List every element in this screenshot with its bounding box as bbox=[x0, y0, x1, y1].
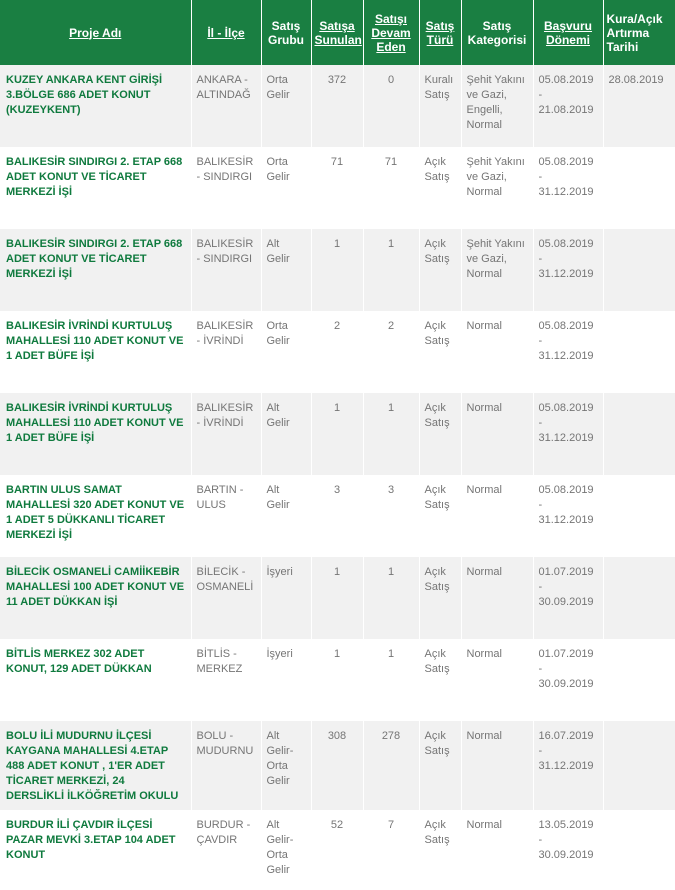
application-period-cell: 16.07.2019 - 31.12.2019 bbox=[533, 721, 603, 810]
application-period-cell: 05.08.2019 - 31.12.2019 bbox=[533, 475, 603, 557]
ongoing-cell: 278 bbox=[363, 721, 419, 810]
table-row bbox=[0, 810, 675, 890]
application-period-cell: 13.05.2019 - 30.09.2019 bbox=[533, 810, 603, 890]
sales-category-cell: Şehit Yakını ve Gazi, Engelli, Normal bbox=[461, 65, 533, 147]
project-name-link[interactable]: BİTLİS MERKEZ 302 ADET KONUT, 129 ADET DÜKKAN bbox=[0, 639, 191, 721]
sales-type-cell: Açık Satış bbox=[419, 475, 461, 557]
offered-cell: 308 bbox=[311, 721, 363, 810]
ongoing-cell: 3 bbox=[363, 475, 419, 557]
sales-group-cell: Alt Gelir- Orta Gelir bbox=[261, 721, 311, 810]
project-name-link[interactable]: BARTIN ULUS SAMAT MAHALLESİ 320 ADET KONUT VE 1 ADET 5 DÜKKANLI TİCARET MERKEZİ İŞİ bbox=[0, 475, 191, 557]
province-cell: BURDUR - ÇAVDIR bbox=[191, 810, 261, 890]
sales-category-cell: Şehit Yakını ve Gazi, Normal bbox=[461, 229, 533, 311]
draw-date-cell bbox=[603, 721, 675, 810]
application-period-cell: 01.07.2019 - 30.09.2019 bbox=[533, 557, 603, 639]
table-row bbox=[0, 475, 675, 557]
offered-cell: 1 bbox=[311, 557, 363, 639]
offered-cell: 2 bbox=[311, 311, 363, 393]
sales-category-cell: Normal bbox=[461, 311, 533, 393]
sales-type-cell: Açık Satış bbox=[419, 810, 461, 890]
sales-type-cell: Kuralı Satış bbox=[419, 65, 461, 147]
offered-cell: 1 bbox=[311, 639, 363, 721]
sales-category-cell: Normal bbox=[461, 639, 533, 721]
ongoing-cell: 71 bbox=[363, 147, 419, 229]
offered-cell: 1 bbox=[311, 393, 363, 475]
table-row bbox=[0, 311, 675, 393]
sales-type-cell: Açık Satış bbox=[419, 311, 461, 393]
sales-category-cell: Normal bbox=[461, 721, 533, 810]
sales-group-cell: Alt Gelir- Orta Gelir bbox=[261, 810, 311, 890]
ongoing-cell: 2 bbox=[363, 311, 419, 393]
sales-type-cell: Açık Satış bbox=[419, 639, 461, 721]
offered-cell: 372 bbox=[311, 65, 363, 147]
draw-date-cell bbox=[603, 639, 675, 721]
application-period-cell: 05.08.2019 - 31.12.2019 bbox=[533, 147, 603, 229]
header-application-period[interactable]: Başvuru Dönemi bbox=[533, 0, 603, 65]
project-name-link[interactable]: KUZEY ANKARA KENT GİRİŞİ 3.BÖLGE 686 ADET KONUT (KUZEYKENT) bbox=[0, 65, 191, 147]
ongoing-cell: 0 bbox=[363, 65, 419, 147]
province-cell: BALIKESİR - SINDIRGI bbox=[191, 229, 261, 311]
draw-date-cell bbox=[603, 393, 675, 475]
header-sales-group: Satış Grubu bbox=[261, 0, 311, 65]
header-province[interactable]: İl - İlçe bbox=[191, 0, 261, 65]
sales-group-cell: Alt Gelir bbox=[261, 229, 311, 311]
ongoing-cell: 1 bbox=[363, 557, 419, 639]
application-period-cell: 05.08.2019 - 31.12.2019 bbox=[533, 393, 603, 475]
sales-group-cell: Alt Gelir bbox=[261, 475, 311, 557]
sales-group-cell: Orta Gelir bbox=[261, 65, 311, 147]
province-cell: ANKARA - ALTINDAĞ bbox=[191, 65, 261, 147]
project-name-link[interactable]: BALIKESİR İVRİNDİ KURTULUŞ MAHALLESİ 110 ADET KONUT VE 1 ADET BÜFE İŞİ bbox=[0, 311, 191, 393]
sales-type-cell: Açık Satış bbox=[419, 147, 461, 229]
header-offered[interactable]: Satışa Sunulan bbox=[311, 0, 363, 65]
sales-category-cell: Normal bbox=[461, 475, 533, 557]
offered-cell: 1 bbox=[311, 229, 363, 311]
sales-group-cell: İşyeri bbox=[261, 557, 311, 639]
ongoing-cell: 1 bbox=[363, 229, 419, 311]
draw-date-cell bbox=[603, 810, 675, 890]
sales-category-cell: Normal bbox=[461, 810, 533, 890]
sales-group-cell: Orta Gelir bbox=[261, 311, 311, 393]
draw-date-cell bbox=[603, 311, 675, 393]
sales-group-cell: Orta Gelir bbox=[261, 147, 311, 229]
sales-group-cell: Alt Gelir bbox=[261, 393, 311, 475]
sales-type-cell: Açık Satış bbox=[419, 721, 461, 810]
project-name-link[interactable]: BALIKESİR İVRİNDİ KURTULUŞ MAHALLESİ 110 ADET KONUT VE 1 ADET BÜFE İŞİ bbox=[0, 393, 191, 475]
table-row bbox=[0, 147, 675, 229]
offered-cell: 52 bbox=[311, 810, 363, 890]
draw-date-cell bbox=[603, 147, 675, 229]
table-header-row bbox=[0, 0, 675, 65]
table-row bbox=[0, 393, 675, 475]
project-name-link[interactable]: BALIKESİR SINDIRGI 2. ETAP 668 ADET KONUT VE TİCARET MERKEZİ İŞİ bbox=[0, 229, 191, 311]
table-row bbox=[0, 65, 675, 147]
draw-date-cell bbox=[603, 557, 675, 639]
ongoing-cell: 1 bbox=[363, 393, 419, 475]
sales-group-cell: İşyeri bbox=[261, 639, 311, 721]
draw-date-cell bbox=[603, 475, 675, 557]
offered-cell: 3 bbox=[311, 475, 363, 557]
project-name-link[interactable]: BOLU İLİ MUDURNU İLÇESİ KAYGANA MAHALLESİ 4.ETAP 488 ADET KONUT , 1'ER ADET TİCARET MERKEZİ, 24 DERSLİKLİ İLKÖĞRETİM OKULU bbox=[0, 721, 191, 810]
project-name-link[interactable]: BİLECİK OSMANELİ CAMİİKEBİR MAHALLESİ 100 ADET KONUT VE 11 ADET DÜKKAN İŞİ bbox=[0, 557, 191, 639]
project-name-link[interactable]: BURDUR İLİ ÇAVDIR İLÇESİ PAZAR MEVKİ 3.ETAP 104 ADET KONUT bbox=[0, 810, 191, 890]
application-period-cell: 05.08.2019 - 31.12.2019 bbox=[533, 229, 603, 311]
header-draw-date: Kura/Açık Artırma Tarihi bbox=[603, 0, 675, 65]
sales-category-cell: Normal bbox=[461, 557, 533, 639]
province-cell: BALIKESİR - SINDIRGI bbox=[191, 147, 261, 229]
header-sales-category: Satış Kategorisi bbox=[461, 0, 533, 65]
sales-category-cell: Normal bbox=[461, 393, 533, 475]
draw-date-cell bbox=[603, 229, 675, 311]
sales-type-cell: Açık Satış bbox=[419, 557, 461, 639]
province-cell: BALIKESİR - İVRİNDİ bbox=[191, 393, 261, 475]
project-name-link[interactable]: BALIKESİR SINDIRGI 2. ETAP 668 ADET KONUT VE TİCARET MERKEZİ İŞİ bbox=[0, 147, 191, 229]
table-row bbox=[0, 721, 675, 810]
ongoing-cell: 7 bbox=[363, 810, 419, 890]
province-cell: BARTIN - ULUS bbox=[191, 475, 261, 557]
application-period-cell: 05.08.2019 - 21.08.2019 bbox=[533, 65, 603, 147]
header-sales-type[interactable]: Satış Türü bbox=[419, 0, 461, 65]
province-cell: BİLECİK - OSMANELİ bbox=[191, 557, 261, 639]
header-ongoing[interactable]: Satışı Devam Eden bbox=[363, 0, 419, 65]
province-cell: BİTLİS - MERKEZ bbox=[191, 639, 261, 721]
sales-category-cell: Şehit Yakını ve Gazi, Normal bbox=[461, 147, 533, 229]
table-row bbox=[0, 639, 675, 721]
header-project-name[interactable]: Proje Adı bbox=[0, 0, 191, 65]
draw-date-cell: 28.08.2019 bbox=[603, 65, 675, 147]
sales-type-cell: Açık Satış bbox=[419, 229, 461, 311]
sales-type-cell: Açık Satış bbox=[419, 393, 461, 475]
offered-cell: 71 bbox=[311, 147, 363, 229]
application-period-cell: 01.07.2019 - 30.09.2019 bbox=[533, 639, 603, 721]
table-row bbox=[0, 229, 675, 311]
application-period-cell: 05.08.2019 - 31.12.2019 bbox=[533, 311, 603, 393]
ongoing-cell: 1 bbox=[363, 639, 419, 721]
table-row bbox=[0, 557, 675, 639]
province-cell: BOLU - MUDURNU bbox=[191, 721, 261, 810]
province-cell: BALIKESİR - İVRİNDİ bbox=[191, 311, 261, 393]
